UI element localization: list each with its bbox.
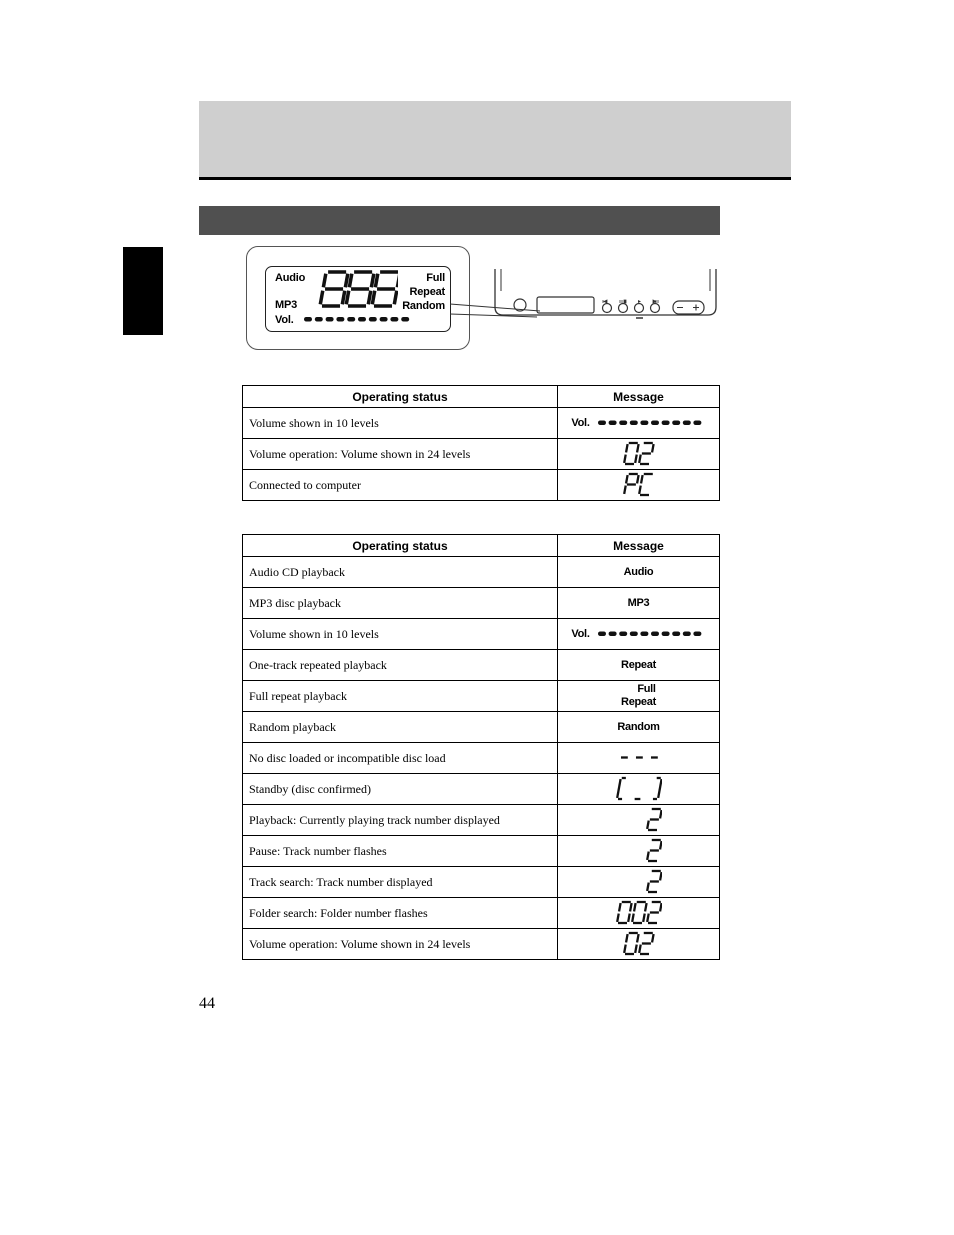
segment-display-message — [616, 900, 662, 926]
operating-status-cell: Pause: Track number flashes — [243, 836, 558, 867]
operating-status-cell: One-track repeated playback — [243, 650, 558, 681]
indicator-label: Full — [637, 683, 656, 695]
lcd-audio-label: Audio — [275, 272, 306, 284]
segment-char — [652, 778, 661, 799]
table-header-row — [243, 535, 720, 557]
indicator-label: Audio — [623, 565, 654, 578]
volume-dot — [608, 632, 616, 637]
volume-dot — [682, 632, 690, 637]
table-row — [243, 439, 720, 470]
column-header-message: Message — [558, 386, 720, 408]
segment-char — [624, 474, 638, 494]
display-illustration — [245, 245, 720, 352]
volume-dot — [619, 632, 627, 637]
volume-dot — [598, 421, 606, 426]
status-message-table-1 — [242, 385, 720, 501]
volume-dot — [672, 632, 680, 637]
section-title-bar — [199, 206, 720, 235]
message-cell — [558, 650, 720, 681]
vol-label: Vol. — [571, 416, 590, 429]
message-cell — [558, 774, 720, 805]
segment-char — [624, 443, 638, 464]
vol-label: Vol. — [571, 627, 590, 640]
segment-char — [647, 871, 661, 892]
operating-status-cell: Playback: Currently playing track number displayed — [243, 805, 558, 836]
message-cell — [558, 439, 720, 470]
message-cell — [558, 408, 720, 439]
volume-dot — [693, 632, 701, 637]
message-cell — [558, 929, 720, 960]
segment-char — [632, 902, 646, 923]
message-indicator-text — [558, 566, 719, 579]
segment-display-message — [623, 931, 655, 957]
column-header-operating-status: Operating status — [243, 535, 558, 557]
chapter-side-tab — [123, 247, 163, 335]
segment-char — [647, 902, 661, 923]
table-row — [243, 743, 720, 774]
segment-char — [617, 902, 631, 923]
table-header-row — [243, 386, 720, 408]
operating-status-cell: Volume shown in 10 levels — [243, 408, 558, 439]
segment-display-message — [616, 745, 662, 771]
operating-status-cell: Volume operation: Volume shown in 24 levels — [243, 439, 558, 470]
volume-dot — [640, 421, 648, 426]
operating-status-cell: Volume shown in 10 levels — [243, 619, 558, 650]
message-indicator-text — [558, 683, 719, 709]
volume-dot — [640, 632, 648, 637]
column-header-operating-status: Operating status — [243, 386, 558, 408]
table-row — [243, 650, 720, 681]
volume-dot — [651, 421, 659, 426]
message-cell — [558, 619, 720, 650]
volume-dot — [661, 632, 669, 637]
message-cell — [558, 805, 720, 836]
segment-char — [624, 933, 638, 954]
volume-dot — [651, 632, 659, 637]
message-cell — [558, 898, 720, 929]
volume-level-icon — [598, 630, 706, 638]
status-message-table-2 — [242, 534, 720, 960]
message-cell — [558, 867, 720, 898]
operating-status-cell: Standby (disc confirmed) — [243, 774, 558, 805]
operating-status-cell: Random playback — [243, 712, 558, 743]
indicator-label: Repeat — [621, 696, 656, 708]
message-indicator-text — [558, 659, 719, 672]
operating-status-cell: Full repeat playback — [243, 681, 558, 712]
segment-char — [647, 809, 661, 830]
segment-char — [639, 933, 653, 954]
message-cell — [558, 681, 720, 712]
lcd-full-label: Full — [426, 272, 445, 284]
header-rule — [199, 177, 791, 180]
volume-dot — [598, 632, 606, 637]
volume-level-icon — [598, 419, 706, 427]
table-row — [243, 867, 720, 898]
segment-display-message — [616, 776, 662, 802]
operating-status-cell: Volume operation: Volume shown in 24 levels — [243, 929, 558, 960]
indicator-label: MP3 — [627, 596, 650, 609]
segment-char — [639, 474, 653, 495]
table-row — [243, 408, 720, 439]
segment-char — [639, 443, 653, 464]
lcd-mp3-label: MP3 — [275, 299, 298, 311]
page-number: 44 — [199, 995, 215, 1012]
volume-dot — [629, 632, 637, 637]
volume-dot — [672, 421, 680, 426]
table-row — [243, 712, 720, 743]
segment-char — [617, 778, 626, 799]
operating-status-cell: Folder search: Folder number flashes — [243, 898, 558, 929]
indicator-label: Repeat — [621, 658, 656, 671]
lcd-repeat-label: Repeat — [409, 286, 445, 298]
volume-dot — [661, 421, 669, 426]
message-indicator-text — [558, 721, 719, 734]
operating-status-cell: Audio CD playback — [243, 557, 558, 588]
message-cell — [558, 712, 720, 743]
segment-display-message — [616, 869, 662, 895]
message-indicator-text — [558, 597, 719, 610]
message-cell — [558, 836, 720, 867]
callout-connector — [245, 245, 720, 352]
table-row — [243, 774, 720, 805]
volume-dot — [629, 421, 637, 426]
operating-status-cell: No disc loaded or incompatible disc load — [243, 743, 558, 774]
volume-dot — [682, 421, 690, 426]
segment-display-message — [623, 472, 655, 498]
segment-char — [647, 840, 661, 861]
message-cell — [558, 557, 720, 588]
table-row — [243, 588, 720, 619]
table-row — [243, 681, 720, 712]
table-row — [243, 619, 720, 650]
table-row — [243, 836, 720, 867]
segment-display-message — [623, 441, 655, 467]
operating-status-cell: MP3 disc playback — [243, 588, 558, 619]
chapter-header-band — [199, 101, 791, 178]
lcd-random-label: Random — [402, 300, 445, 312]
segment-display-message — [616, 838, 662, 864]
operating-status-cell: Connected to computer — [243, 470, 558, 501]
volume-dot — [608, 421, 616, 426]
table-row — [243, 805, 720, 836]
table-row — [243, 470, 720, 501]
table-row — [243, 898, 720, 929]
table-row — [243, 929, 720, 960]
column-header-message: Message — [558, 535, 720, 557]
indicator-label: Random — [617, 720, 660, 733]
table-row — [243, 557, 720, 588]
message-cell — [558, 588, 720, 619]
volume-dot — [619, 421, 627, 426]
message-cell — [558, 743, 720, 774]
volume-dot — [693, 421, 701, 426]
segment-display-message — [616, 807, 662, 833]
operating-status-cell: Track search: Track number displayed — [243, 867, 558, 898]
message-cell — [558, 470, 720, 501]
lcd-vol-label: Vol. — [275, 314, 294, 326]
